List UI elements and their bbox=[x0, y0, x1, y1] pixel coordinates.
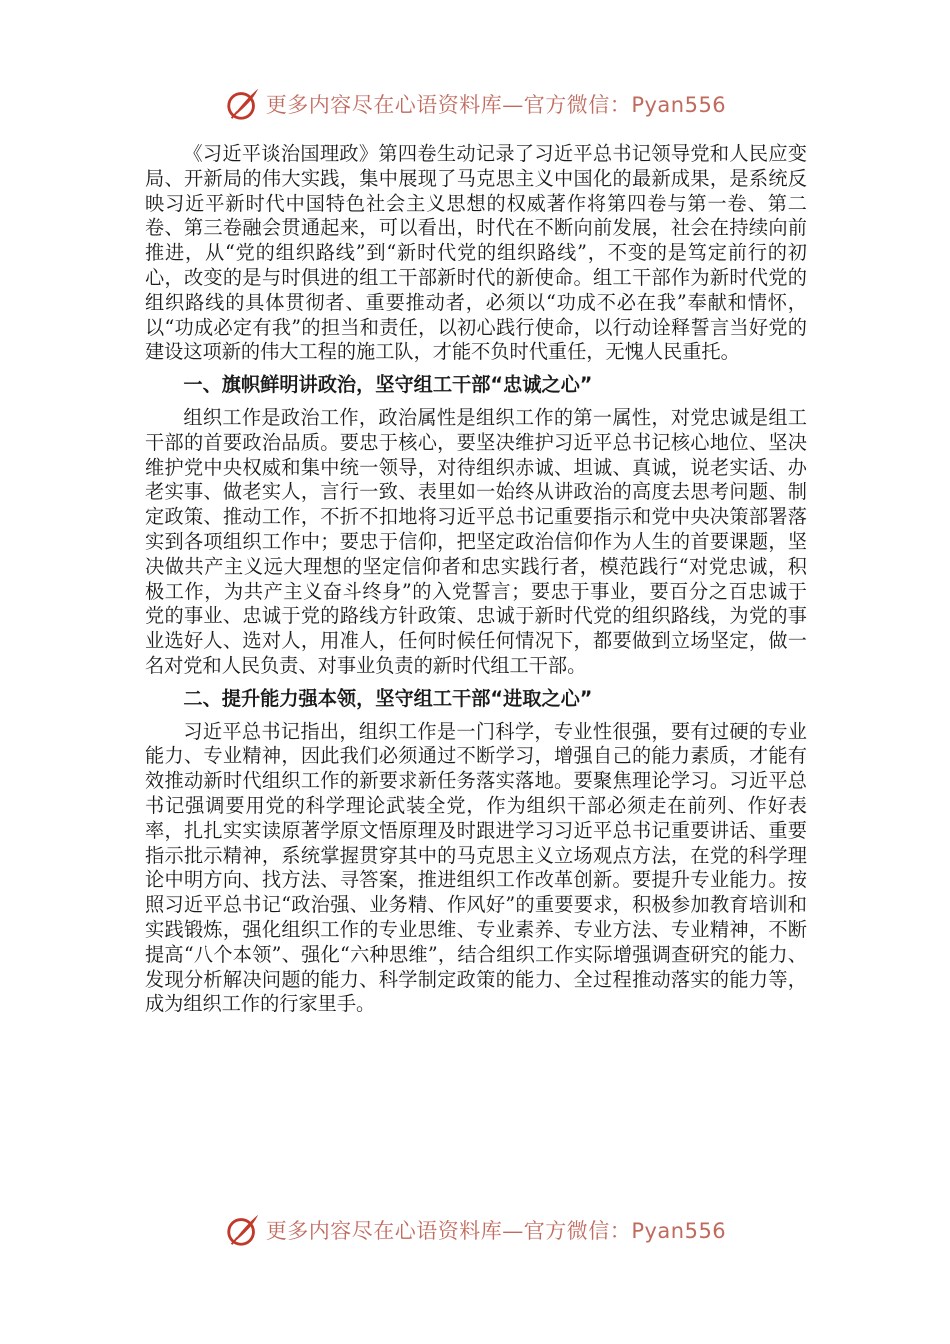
header-banner bbox=[0, 84, 950, 124]
wechat-id: Pyan556 bbox=[631, 93, 727, 117]
footer-banner bbox=[0, 1210, 950, 1250]
section-heading-1: 一、旗帜鲜明讲政治，坚守组工干部“忠诚之心” bbox=[183, 373, 593, 397]
intro-paragraph: 《习近平谈治国理政》第四卷生动记录了习近平总书记领导党和人民应变局、开新局的伟大实践，集中展现了马克思主义中国化的最新成果，是系统反映习近平新时代中国特色社会主义思想的权威著作将第四卷与第一卷、第二卷、第三卷融会贯通起来，可以看出，时代在不断向前发展，社会在持续向前推进，从“党的组织路线”到“新时代党的组织路线”，不变的是笃定前行的初心，改变的是与时俱进的组工干部新时代的新使命。组工干部作为新时代党的组织路线的具体贯彻者、重要推动者，必须以“功成不必在我”奉献和情怀，以“功成必定有我”的担当和责任，以初心践行使命，以行动诠释誓言当好党的建设这项新的伟大工程的施工队，才能不负时代重任，无愧人民重托。 bbox=[145, 142, 807, 364]
section-body-2: 习近平总书记指出，组织工作是一门科学，专业性很强，要有过硬的专业能力、专业精神，因此我们必须通过不断学习，增强自己的能力素质，才能有效推动新时代组织工作的新要求新任务落实落地。要聚焦理论学习。习近平总书记强调要用党的科学理论武装全党，作为组织干部必须走在前列、作好表率，扎扎实实读原著学原文悟原理及时跟进学习习近平总书记重要讲话、重要指示批示精神，系统掌握贯穿其中的马克思主义立场观点方法，在党的科学理论中明方向、找方法、寻答案，推进组织工作改革创新。要提升专业能力。按照习近平总书记“政治强、业务精、作风好”的重要要求，积极参加教育培训和实践锻炼，强化组织工作的专业思维、专业素养、专业方法、专业精神，不断提高“八个本领”、强化“六种思维”，结合组织工作实际增强调查研究的能力、发现分析解决问题的能力、科学制定政策的能力、全过程推动落实的能力等，成为组织工作的行家里手。 bbox=[145, 719, 807, 1016]
section-body-1: 组织工作是政治工作，政治属性是组织工作的第一属性，对党忠诚是组工干部的首要政治品质。要忠于核心，要坚决维护习近平总书记核心地位、坚决维护党中央权威和集中统一领导，对待组织赤诚、坦诚、真诚，说老实话、办老实事、做老实人，言行一致、表里如一始终从讲政治的高度去思考问题、制定政策、推动工作，不折不扣地将习近平总书记重要指示和党中央决策部署落实到各项组织工作中；要忠于信仰，把坚定政治信仰作为人生的首要课题，坚决做共产主义远大理想的坚定信仰者和忠实践行者，模范践行“对党忠诚，积极工作，为共产主义奋斗终身”的入党誓言；要忠于事业，要百分之百忠诚于党的事业、忠诚于党的路线方针政策、忠诚于新时代党的组织路线，为党的事业选好人、选对人，用准人，任何时候任何情况下，都要做到立场坚定，做一名对党和人民负责、对事业负责的新时代组工干部。 bbox=[145, 405, 807, 677]
banner-text: 更多内容尽在心语资料库—官方微信：Pyan556 bbox=[265, 1219, 727, 1243]
quill-logo-icon bbox=[224, 1211, 262, 1249]
quill-logo-icon bbox=[224, 85, 262, 123]
banner-text: 更多内容尽在心语资料库—官方微信：Pyan556 bbox=[265, 93, 727, 117]
article-body bbox=[145, 142, 807, 1017]
wechat-id: Pyan556 bbox=[631, 1219, 727, 1243]
section-heading-2: 二、提升能力强本领，坚守组工干部“进取之心” bbox=[183, 686, 593, 710]
